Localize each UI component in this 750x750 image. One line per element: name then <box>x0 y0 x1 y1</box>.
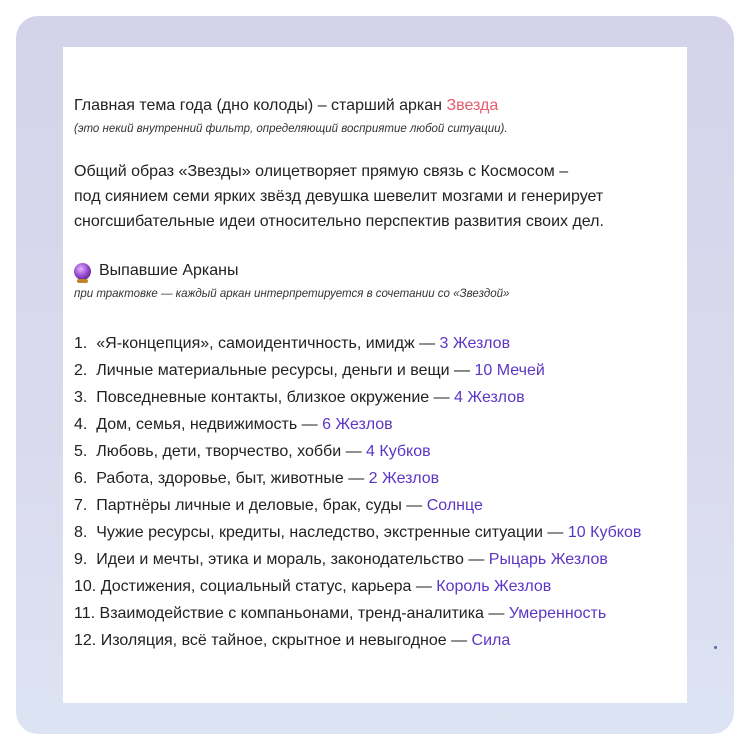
item-number: 5. <box>74 443 88 460</box>
item-text: Идеи и мечты, этика и мораль, законодательство — <box>96 551 489 568</box>
theme-note: (это некий внутренний фильтр, определяющий восприятие любой ситуации). <box>74 123 508 135</box>
decorative-dot <box>714 646 717 649</box>
item-card: 10 Кубков <box>567 524 642 541</box>
item-text: Работа, здоровье, быт, животные — <box>96 470 369 487</box>
list-item <box>74 384 684 411</box>
item-card: Рыцарь Жезлов <box>488 551 608 568</box>
item-text: Чужие ресурсы, кредиты, наследство, экстренные ситуации — <box>96 524 568 541</box>
item-text: Взаимодействие с компаньонами, тренд-аналитика — <box>99 605 509 622</box>
item-card: Король Жезлов <box>436 578 552 595</box>
list-item <box>74 492 684 519</box>
list-item <box>74 600 684 627</box>
list-item <box>74 330 684 357</box>
list-item <box>74 357 684 384</box>
crystal-ball-icon <box>74 263 91 280</box>
item-card: 4 Жезлов <box>454 389 525 406</box>
item-text: Партнёры личные и деловые, брак, суды — <box>96 497 427 514</box>
item-card: Сила <box>471 632 511 649</box>
item-card: 6 Жезлов <box>322 416 393 433</box>
theme-line <box>74 95 684 117</box>
item-number: 4. <box>74 416 88 433</box>
item-number: 3. <box>74 389 88 406</box>
item-number: 7. <box>74 497 88 514</box>
content-body <box>74 95 684 654</box>
item-text: Любовь, дети, творчество, хобби — <box>96 443 367 460</box>
item-number: 10. <box>74 578 97 595</box>
item-card: 10 Мечей <box>474 362 545 379</box>
list-item <box>74 546 684 573</box>
list-item <box>74 573 684 600</box>
houses-list <box>74 330 684 654</box>
item-number: 1. <box>74 335 88 352</box>
item-number: 2. <box>74 362 88 379</box>
description-line: сногсшибательные идеи относительно перспектив развития своих дел. <box>74 213 604 230</box>
item-card: 4 Кубков <box>366 443 431 460</box>
item-number: 9. <box>74 551 88 568</box>
content-card <box>63 47 687 703</box>
item-number: 6. <box>74 470 88 487</box>
item-text: Повседневные контакты, близкое окружение — <box>96 389 455 406</box>
list-item <box>74 627 684 654</box>
description-line: Общий образ «Звезды» олицетворяет прямую связь с Космосом – <box>74 163 569 180</box>
item-number: 8. <box>74 524 88 541</box>
list-item <box>74 411 684 438</box>
theme-prefix: Главная тема года (дно колоды) – старший аркан <box>74 97 447 114</box>
section-note: при трактовке — каждый аркан интерпретируется в сочетании со «Звездой» <box>74 288 510 300</box>
item-card: 2 Жезлов <box>368 470 440 487</box>
section-heading <box>74 260 684 282</box>
item-text: «Я-концепция», самоидентичность, имидж — <box>96 335 440 352</box>
item-number: 11. <box>74 605 96 622</box>
item-card: 3 Жезлов <box>439 335 511 352</box>
item-number: 12. <box>74 632 97 649</box>
section-title: Выпавшие Арканы <box>99 262 239 279</box>
list-item <box>74 519 684 546</box>
item-card: Солнце <box>426 497 483 514</box>
list-item <box>74 438 684 465</box>
item-text: Личные материальные ресурсы, деньги и вещи — <box>96 362 475 379</box>
item-text: Дом, семья, недвижимость — <box>96 416 323 433</box>
description-line: под сиянием семи ярких звёзд девушка шевелит мозгами и генерирует <box>74 188 604 205</box>
item-text: Достижения, социальный статус, карьера — <box>100 578 437 595</box>
item-text: Изоляция, всё тайное, скрытное и невыгодное — <box>100 632 472 649</box>
description-paragraph <box>74 159 684 234</box>
list-item <box>74 465 684 492</box>
theme-card: Звезда <box>446 97 499 114</box>
item-card: Умеренность <box>508 605 607 622</box>
